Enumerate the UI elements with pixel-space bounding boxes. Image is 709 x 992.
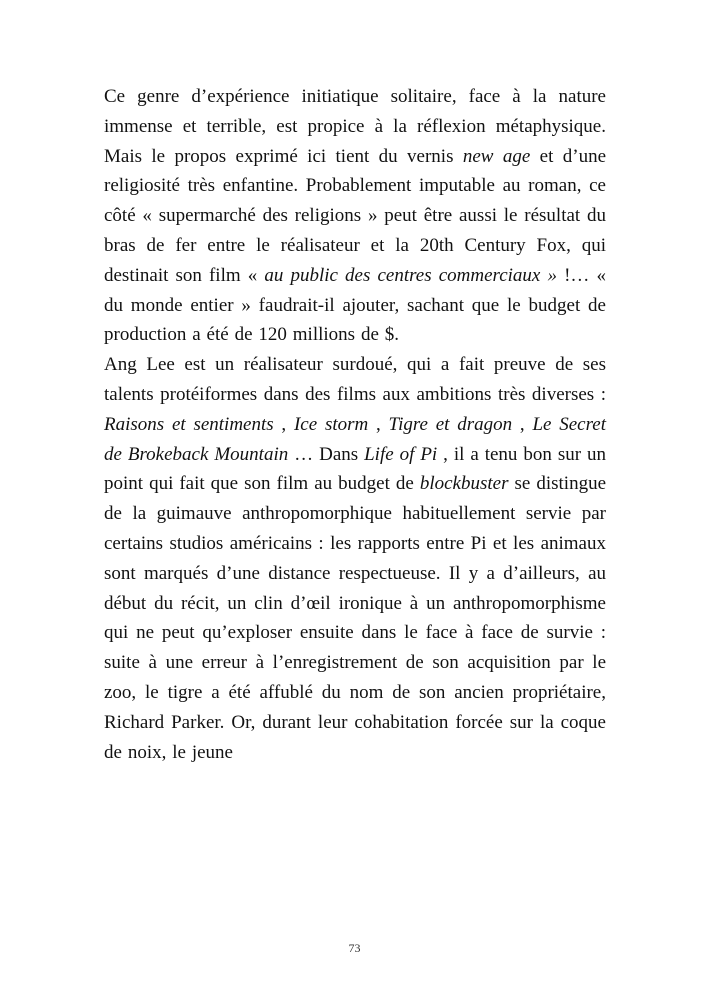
paragraph	[104, 350, 606, 767]
page-number: 73	[348, 941, 361, 955]
italic-text-run: Raisons et sentiments	[104, 413, 274, 435]
italic-text-run: new age	[462, 145, 531, 167]
text-run: ,	[512, 413, 533, 435]
italic-text-run: Tigre et dragon	[388, 413, 513, 435]
text-run: et d’une religiosité très enfantine. Probablement imputable au roman, ce côté « supermarché des religions » peut être aussi le résultat du bras de fer entre le réalisateur et la 20th Century Fox, qui destinait son film «	[104, 145, 606, 286]
text-run: , il a tenu bon sur un point qui fait que son film au budget de	[104, 443, 606, 495]
text-run: Ang Lee est un réalisateur surdoué, qui a fait preuve de ses talents protéiformes dans des films aux ambitions très diverses :	[104, 354, 606, 405]
text-run: ,	[273, 413, 294, 435]
italic-text-run: blockbuster	[419, 473, 509, 495]
italic-text-run: Life of Pi	[364, 443, 438, 465]
italic-text-run: au public des centres commerciaux »	[264, 264, 557, 286]
text-run: … Dans	[288, 443, 365, 465]
paragraph	[104, 82, 606, 350]
text-run: ,	[368, 413, 389, 435]
italic-text-run: Le Secret de Brokeback Mountain	[104, 413, 606, 465]
italic-text-run: Ice storm	[293, 413, 369, 435]
text-run: Ce genre d’expérience initiatique solitaire, face à la nature immense et terrible, est propice à la réflexion métaphysique. Mais le propos exprimé ici tient du vernis	[104, 86, 606, 167]
text-run: se distingue de la guimauve anthropomorphique habituellement servie par certains studios américains : les rapports entre Pi et les animaux sont marqués d’une distance respectueuse. Il y a d’ailleurs, au début du récit, un clin d’œil ironique à un anthropomorphisme qui ne peut qu’exploser ensuite dans le face à face de survie : suite à une erreur à l’enregistrement de son acquisition par le zoo, le tigre a été affublé du nom de son ancien propriétaire, Richard Parker. Or, durant leur cohabitation forcée sur la coque de noix, le jeune	[104, 473, 606, 763]
page-body	[104, 82, 606, 767]
text-run: !… « du monde entier » faudrait-il ajouter, sachant que le budget de production a été de 120 millions de $.	[104, 264, 606, 346]
